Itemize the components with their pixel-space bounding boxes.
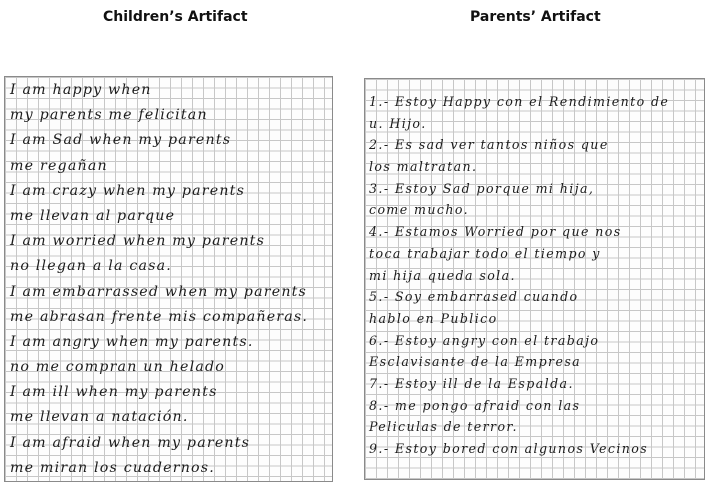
parents-line: 8.- me pongo afraid con las bbox=[369, 397, 581, 413]
children-artifact-heading: Children’s Artifact bbox=[103, 9, 248, 25]
parents-handwritten-lines bbox=[365, 91, 704, 460]
children-artifact-sheet bbox=[4, 76, 333, 482]
parents-line: 6.- Estoy angry con el trabajo bbox=[369, 332, 600, 348]
parents-line: hablo en Publico bbox=[369, 310, 498, 326]
parents-line: toca trabajar todo el tiempo y bbox=[369, 245, 601, 261]
children-line: my parents me felicitan bbox=[10, 107, 208, 124]
children-line: I am embarrassed when my parents bbox=[10, 283, 308, 300]
parents-line: 1.- Estoy Happy con el Rendimiento de bbox=[369, 94, 670, 109]
children-line: I am worried when my parents bbox=[10, 233, 266, 250]
parents-line: Peliculas de terror. bbox=[369, 419, 518, 435]
parents-line: 5.- Soy embarrased cuando bbox=[369, 289, 579, 305]
children-line: no me compran un helado bbox=[10, 359, 225, 376]
parents-line: 4.- Estamos Worried por que nos bbox=[369, 224, 622, 240]
children-line: I am happy when bbox=[10, 82, 152, 98]
children-line: me miran los cuadernos. bbox=[10, 459, 215, 476]
children-line: me llevan a natación. bbox=[10, 409, 189, 426]
children-line: I am angry when my parents. bbox=[10, 333, 254, 350]
parents-artifact-sheet bbox=[364, 78, 705, 480]
parents-line: 9.- Estoy bored con algunos Vecinos bbox=[369, 441, 649, 456]
children-line: I am Sad when my parents bbox=[10, 132, 232, 149]
children-handwritten-lines bbox=[5, 78, 332, 481]
children-line: I am ill when my parents bbox=[10, 384, 218, 401]
children-line: no llegan a la casa. bbox=[10, 258, 172, 275]
parents-line: los maltratan. bbox=[369, 159, 478, 175]
parents-line: 2.- Es sad ver tantos niños que bbox=[369, 137, 609, 153]
children-line: I am afraid when my parents bbox=[10, 434, 251, 451]
parents-line: 7.- Estoy ill de la Espalda. bbox=[369, 375, 574, 391]
children-line: me abrasan frente mis compañeras. bbox=[10, 308, 309, 325]
parents-line: mi hija queda sola. bbox=[369, 267, 516, 283]
children-line: me llevan al parque bbox=[10, 207, 176, 224]
parents-line: Esclavisante de la Empresa bbox=[369, 354, 582, 370]
children-line: me regañan bbox=[10, 157, 108, 174]
children-line: I am crazy when my parents bbox=[10, 182, 246, 199]
parents-artifact-heading: Parents’ Artifact bbox=[470, 9, 601, 25]
parents-line: 3.- Estoy Sad porque mi hija, bbox=[369, 180, 595, 196]
parents-line: u. Hijo. bbox=[369, 115, 427, 131]
parents-line: come mucho. bbox=[369, 202, 470, 218]
